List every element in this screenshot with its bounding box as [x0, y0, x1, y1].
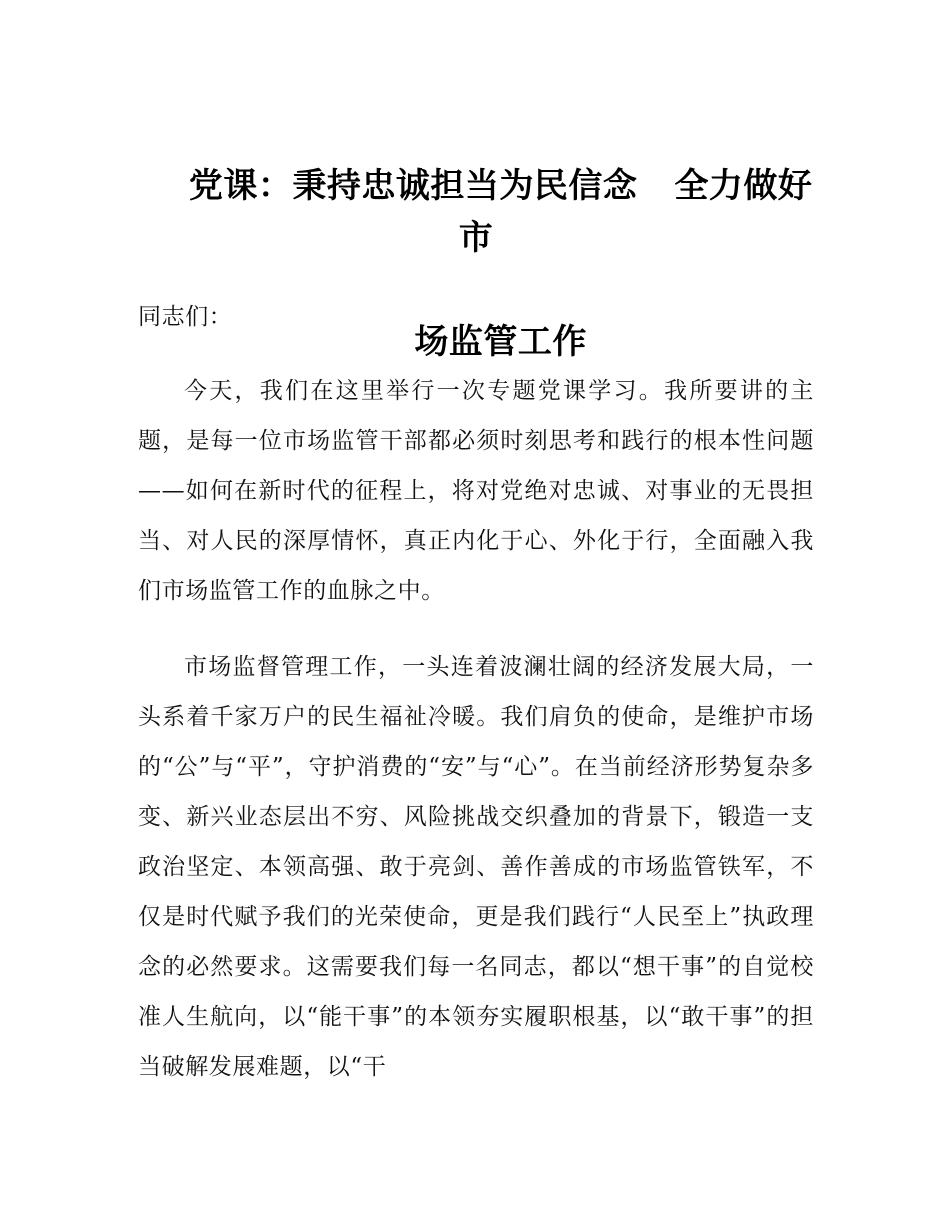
title-line-2: 场监管工作 — [414, 322, 587, 362]
paragraph-spacer — [138, 616, 814, 642]
salutation: 同志们： — [138, 304, 233, 330]
body-paragraph-2: 市场监督管理工作，一头连着波澜壮阔的经济发展大局，一头系着千家万户的民生福祉冷暖。我们肩负的使命，是维护市场的“公”与“平”，守护消费的“安”与“心”。在当前经济形势复杂多变、新兴业态层出不穷、风险挑战交织叠加的背景下，锻造一支政治坚定、本领高强、敢于亮剑、善作善成的市场监管铁军，不仅是时代赋予我们的光荣使命，更是我们践行“人民至上”执政理念的必然要求。这需要我们每一名同志，都以“想干事”的自觉校准人生航向，以“能干事”的本领夯实履职根基，以“敢干事”的担当破解发展难题，以“干 — [138, 654, 814, 1080]
paragraph-spacer — [138, 342, 814, 366]
document-body — [138, 292, 814, 1092]
body-paragraph-1: 今天，我们在这里举行一次专题党课学习。我所要讲的主题，是每一位市场监管干部都必须时刻思考和践行的根本性问题——如何在新时代的征程上，将对党绝对忠诚、对事业的无畏担当、对人民的深厚情怀，真正内化于心、外化于行，全面融入我们市场监管工作的血脉之中。 — [138, 378, 814, 604]
title-line-1: 党课：秉持忠诚担当为民信念 全力做好市 — [188, 166, 813, 258]
